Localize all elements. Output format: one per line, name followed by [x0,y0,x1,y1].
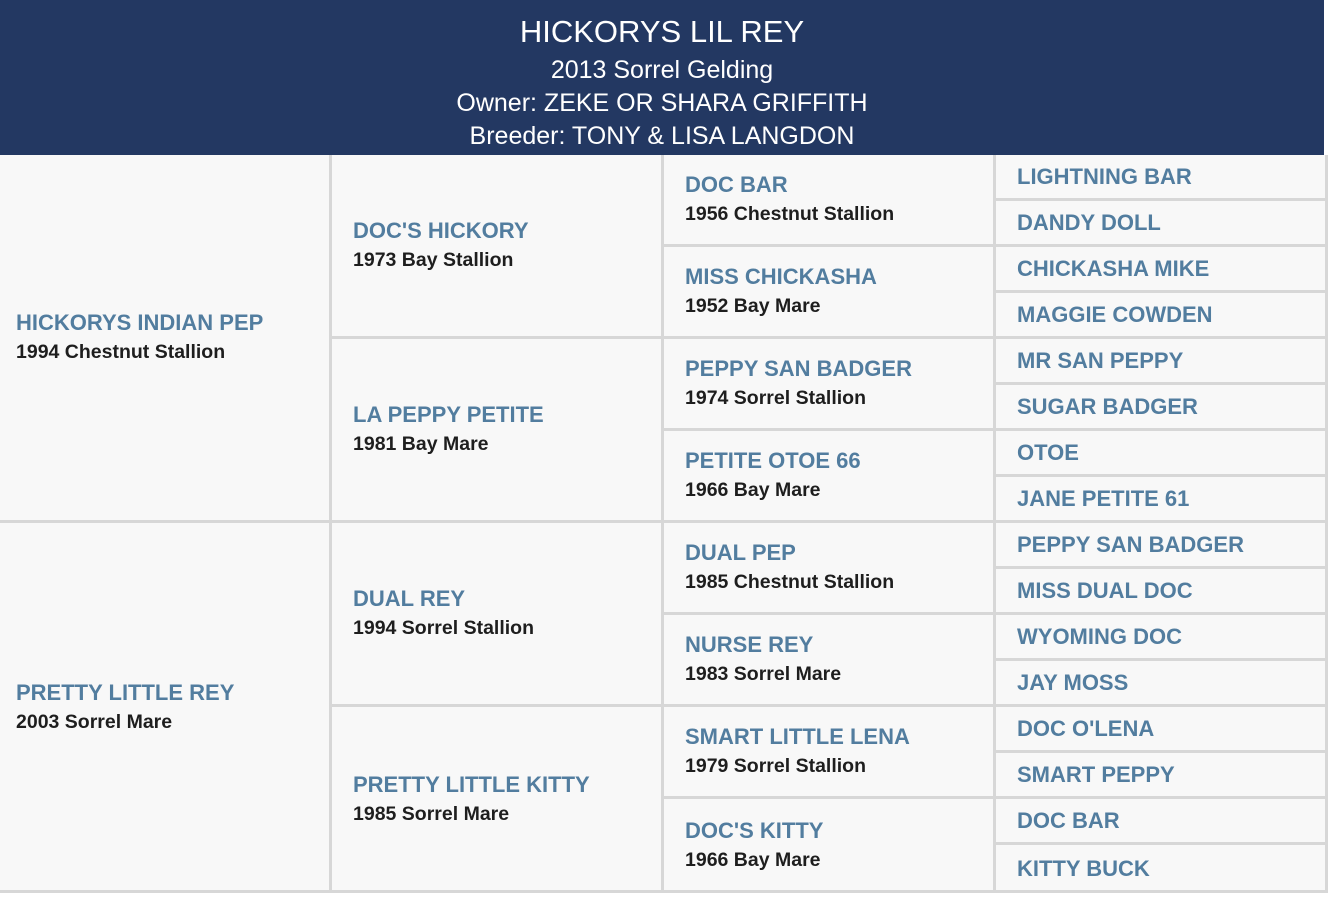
great-grandparent-name: DOC'S KITTY [685,818,824,843]
great-grandparent-name: PEPPY SAN BADGER [685,356,912,381]
ancestor-name: MAGGIE COWDEN [1017,302,1213,327]
ancestor-cell [996,385,1328,431]
great-grandparent-cell [664,799,996,893]
ancestor-name: KITTY BUCK [1017,856,1150,881]
ancestor-name: OTOE [1017,440,1079,465]
great-grandparent-description: 1974 Sorrel Stallion [685,387,866,409]
ancestor-name: PEPPY SAN BADGER [1017,532,1244,557]
great-grandparent-cell [664,155,996,247]
ancestor-name: WYOMING DOC [1017,624,1182,649]
ancestor-name: MISS DUAL DOC [1017,578,1193,603]
ancestor-name: LIGHTNING BAR [1017,164,1192,189]
ancestor-name: MR SAN PEPPY [1017,348,1184,373]
great-grandparent-description: 1952 Bay Mare [685,295,821,317]
ancestor-cell [996,477,1328,523]
ancestor-name: JAY MOSS [1017,670,1129,695]
grandparent-name: DOC'S HICKORY [353,218,529,243]
ancestor-name: SMART PEPPY [1017,762,1175,787]
great-grandparent-cell [664,523,996,615]
ancestor-cell [996,707,1328,753]
great-grandparent-name: SMART LITTLE LENA [685,724,910,749]
ancestor-cell [996,661,1328,707]
ancestor-cell [996,523,1328,569]
great-grandparent-name: DOC BAR [685,172,788,197]
pedigree-header [0,0,1324,155]
ancestor-cell [996,339,1328,385]
horse-name: HICKORYS LIL REY [519,14,805,49]
dam-name: PRETTY LITTLE REY [16,680,235,705]
sire-description: 1994 Chestnut Stallion [16,341,226,363]
grandparent-description: 1981 Bay Mare [353,433,489,455]
ancestor-name: DOC O'LENA [1017,716,1155,741]
ancestor-cell [996,753,1328,799]
great-grandparent-cell [664,339,996,431]
grandparent-cell [332,339,664,523]
ancestor-cell [996,293,1328,339]
grandparent-cell [332,707,664,893]
grandparent-name: DUAL REY [353,586,466,611]
dam-description: 2003 Sorrel Mare [16,711,173,733]
great-grandparent-description: 1966 Bay Mare [685,849,821,871]
owner-line: Owner: ZEKE OR SHARA GRIFFITH [456,89,868,117]
grandparent-description: 1985 Sorrel Mare [353,803,510,825]
great-grandparent-name: PETITE OTOE 66 [685,448,861,473]
great-grandparent-description: 1956 Chestnut Stallion [685,203,895,225]
horse-description: 2013 Sorrel Gelding [550,56,774,84]
ancestor-cell [996,845,1328,893]
great-grandparent-description: 1966 Bay Mare [685,479,821,501]
grandparent-name: LA PEPPY PETITE [353,402,544,427]
ancestor-name: JANE PETITE 61 [1017,486,1190,511]
grandparent-cell [332,523,664,707]
great-grandparent-description: 1979 Sorrel Stallion [685,755,866,777]
ancestor-cell [996,201,1328,247]
great-grandparent-cell [664,431,996,523]
great-grandparent-name: MISS CHICKASHA [685,264,877,289]
sire-cell [0,155,332,523]
ancestor-name: SUGAR BADGER [1017,394,1198,419]
ancestor-cell [996,155,1328,201]
ancestor-cell [996,799,1328,845]
great-grandparent-cell [664,615,996,707]
ancestor-cell [996,569,1328,615]
great-grandparent-cell [664,247,996,339]
great-grandparent-description: 1985 Chestnut Stallion [685,571,895,593]
great-grandparent-name: NURSE REY [685,632,814,657]
breeder-line: Breeder: TONY & LISA LANGDON [469,122,855,150]
great-grandparent-cell [664,707,996,799]
pedigree-chart [0,155,1334,898]
ancestor-cell [996,431,1328,477]
grandparent-cell [332,155,664,339]
ancestor-cell [996,615,1328,661]
grandparent-name: PRETTY LITTLE KITTY [353,772,590,797]
ancestor-name: DANDY DOLL [1017,210,1161,235]
ancestor-name: CHICKASHA MIKE [1017,256,1210,281]
great-grandparent-name: DUAL PEP [685,540,796,565]
ancestor-name: DOC BAR [1017,808,1120,833]
great-grandparent-description: 1983 Sorrel Mare [685,663,842,685]
ancestor-cell [996,247,1328,293]
dam-cell [0,523,332,893]
grandparent-description: 1994 Sorrel Stallion [353,617,534,639]
sire-name: HICKORYS INDIAN PEP [16,310,264,335]
grandparent-description: 1973 Bay Stallion [353,249,514,271]
